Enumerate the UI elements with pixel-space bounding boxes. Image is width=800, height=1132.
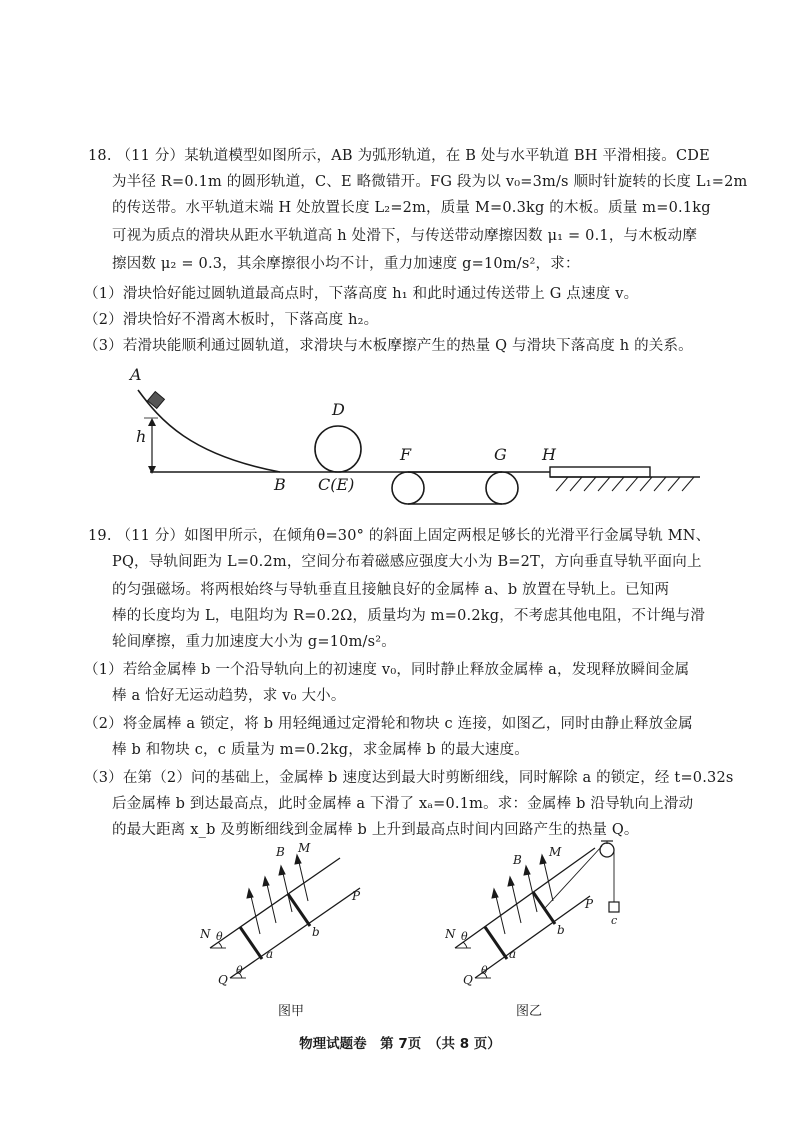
q18-sub-1: （1）滑块恰好能过圆轨道最高点时，下落高度 h₁ 和此时通过传送带上 G 点速度 v。: [84, 286, 639, 302]
q19-line-2: PQ，导轨间距为 L=0.2m，空间分布着磁感应强度大小为 B=2T，方向垂直导轨平面向上: [112, 554, 702, 570]
q18-sub-3: （3）若滑块能顺利通过圆轨道，求滑块与木板摩擦产生的热量 Q 与滑块下落高度 h 的关系。: [84, 338, 693, 354]
jia-label-theta-1: θ: [216, 930, 223, 943]
q19-sub-1-line-1: （1）若给金属棒 b 一个沿导轨向上的初速度 v₀，同时静止释放金属棒 a，发现释放瞬间金属: [84, 662, 690, 678]
q18-sub-2: （2）滑块恰好不滑离木板时，下落高度 h₂。: [84, 312, 379, 328]
q19-line-1: 19. （11 分）如图甲所示，在倾角θ=30° 的斜面上固定两根足够长的光滑平行金属导轨 MN、: [88, 528, 711, 544]
yi-label-B: B: [513, 853, 522, 867]
label-D: D: [332, 400, 345, 419]
yi-label-theta-2: θ: [481, 964, 488, 977]
yi-label-N: N: [445, 927, 456, 941]
caption-yi: 图乙: [516, 1004, 543, 1019]
q18-line-2: 为半径 R=0.1m 的圆形轨道，C、E 略微错开。FG 段为以 v₀=3m/s 顺时针旋转的长度 L₁=2m: [112, 174, 748, 190]
q19-sub-2-line-1: （2）将金属棒 a 锁定，将 b 用轻绳通过定滑轮和物块 c 连接，如图乙，同时由静止释放金属: [84, 716, 693, 732]
q18-line-4: 可视为质点的滑块从距水平轨道高 h 处滑下，与传送带动摩擦因数 μ₁ = 0.1，与木板动摩: [112, 228, 698, 244]
yi-label-M: M: [549, 845, 562, 859]
q19-sub-3-line-1: （3）在第（2）问的基础上，金属棒 b 速度达到最大时剪断细线，同时解除 a 的锁定，经 t=0.32s: [84, 770, 734, 786]
yi-label-b: b: [557, 923, 565, 937]
jia-label-P: P: [352, 889, 361, 903]
jia-label-N: N: [200, 927, 211, 941]
jia-label-Q: Q: [218, 973, 228, 987]
q19-sub-2-line-2: 棒 b 和物块 c，c 质量为 m=0.2kg，求金属棒 b 的最大速度。: [112, 742, 529, 758]
yi-label-Q: Q: [463, 973, 473, 987]
figure-jia: [200, 838, 380, 998]
q18-track-figure: [110, 360, 730, 510]
jia-label-B: B: [276, 845, 285, 859]
q18-line-3: 的传送带。水平轨道末端 H 处放置长度 L₂=2m，质量 M=0.3kg 的木板。质量 m=0.1kg: [112, 200, 711, 216]
yi-label-a: a: [509, 947, 517, 961]
q19-line-4: 棒的长度均为 L，电阻均为 R=0.2Ω，质量均为 m=0.2kg，不考虑其他电阻，不计绳与滑: [112, 608, 706, 624]
q19-line-5: 轮间摩擦，重力加速度大小为 g=10m/s²。: [112, 634, 396, 650]
label-G: G: [494, 445, 507, 464]
label-h: h: [136, 427, 147, 446]
label-H: H: [542, 445, 556, 464]
q18-line-5: 擦因数 μ₂ = 0.3，其余摩擦很小均不计，重力加速度 g=10m/s²，求：: [112, 256, 580, 272]
yi-label-c: c: [611, 914, 618, 927]
q19-sub-3-line-3: 的最大距离 x_b 及剪断细线到金属棒 b 上升到最高点时间内回路产生的热量 Q。: [112, 822, 639, 838]
label-B: B: [274, 475, 286, 494]
q19-line-3: 的匀强磁场。将两根始终与导轨垂直且接触良好的金属棒 a、b 放置在导轨上。已知两: [112, 582, 670, 598]
jia-label-M: M: [298, 841, 311, 855]
jia-label-b: b: [312, 925, 320, 939]
figure-yi: [445, 838, 645, 998]
yi-label-theta-1: θ: [461, 930, 468, 943]
q19-sub-3-line-2: 后金属棒 b 到达最高点，此时金属棒 a 下滑了 xₐ=0.1m。求：金属棒 b 沿导轨向上滑动: [112, 796, 694, 812]
page-footer: 物理试题卷 第 7页 （共 8 页）: [299, 1036, 501, 1052]
caption-jia: 图甲: [278, 1004, 305, 1019]
label-A: A: [130, 365, 142, 384]
q19-sub-1-line-2: 棒 a 恰好无运动趋势，求 v₀ 大小。: [112, 688, 346, 704]
jia-label-a: a: [266, 947, 274, 961]
q18-line-1: 18. （11 分）某轨道模型如图所示，AB 为弧形轨道，在 B 处与水平轨道 BH 平滑相接。CDE: [88, 148, 710, 164]
label-CE: C(E): [318, 475, 355, 494]
yi-label-P: P: [585, 897, 594, 911]
jia-label-theta-2: θ: [236, 964, 243, 977]
label-F: F: [400, 445, 412, 464]
